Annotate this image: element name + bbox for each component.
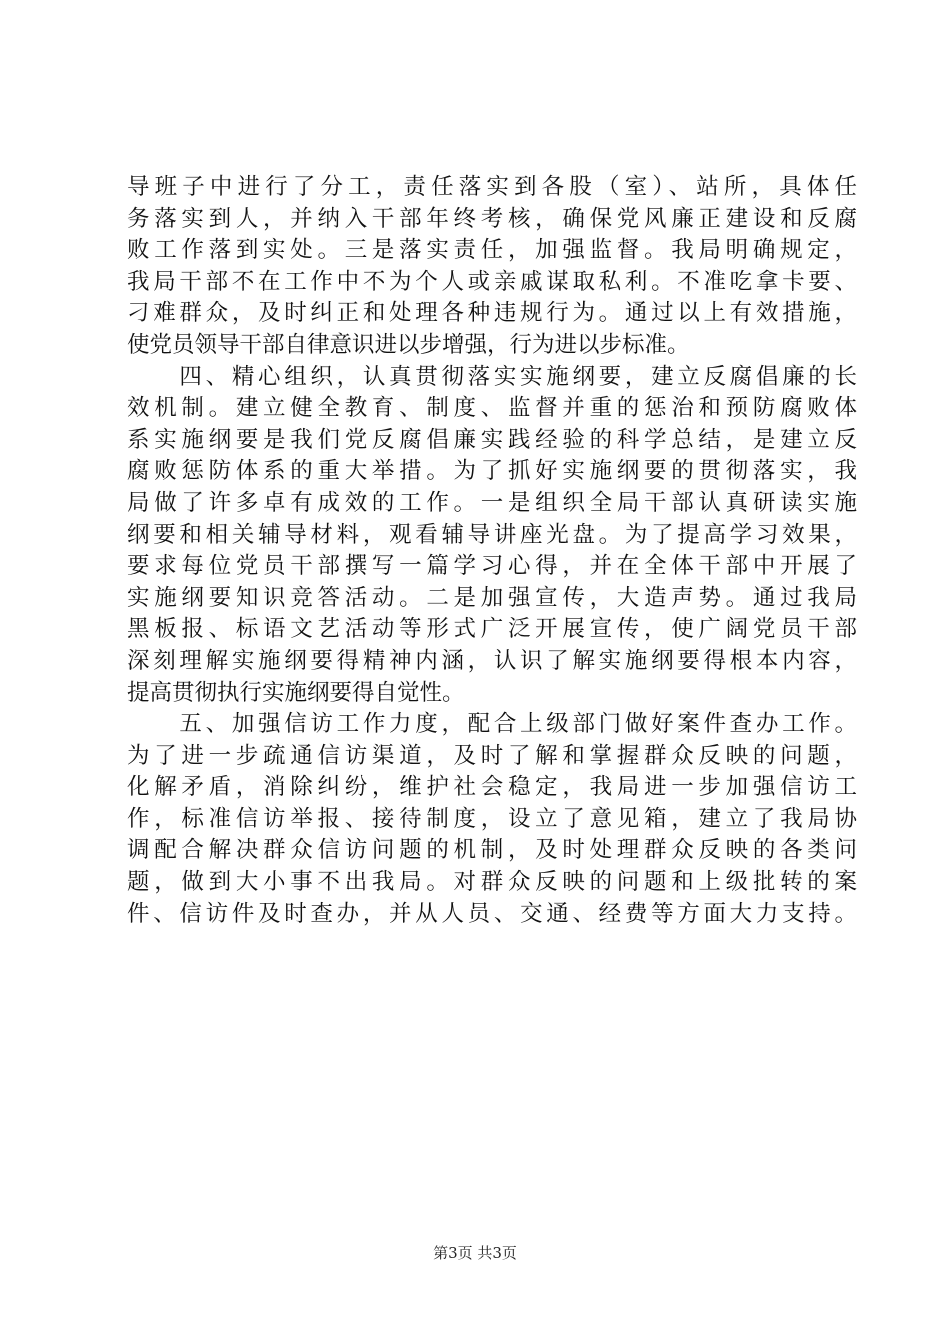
- text-line: 我局干部不在工作中不为个人或亲戚谋取私利。不准吃拿卡要、: [127, 268, 857, 295]
- text-line: 腐败惩防体系的重大举措。为了抓好实施纲要的贯彻落实，我: [127, 458, 857, 485]
- text-line: 导班子中进行了分工，责任落实到各股（室）、站所，具体任: [127, 174, 857, 200]
- text-line: 黑板报、标语文艺活动等形式广泛开展宣传，使广阔党员干部: [127, 616, 857, 643]
- text-line: 五、加强信访工作力度，配合上级部门做好案件查办工作。: [127, 711, 857, 738]
- text-line: 提高贯彻执行实施纲要得自觉性。: [127, 679, 465, 706]
- text-line: 刁难群众，及时纠正和处理各种违规行为。通过以上有效措施，: [127, 300, 857, 327]
- text-line: 调配合解决群众信访问题的机制，及时处理群众反映的各类问: [127, 837, 857, 864]
- text-line: 作，标准信访举报、接待制度，设立了意见箱，建立了我局协: [127, 805, 857, 832]
- text-line: 为了进一步疏通信访渠道，及时了解和掌握群众反映的问题，: [127, 742, 857, 769]
- text-line: 效机制。建立健全教育、制度、监督并重的惩治和预防腐败体: [127, 395, 857, 422]
- text-line: 四、精心组织，认真贯彻落实实施纲要，建立反腐倡廉的长: [127, 363, 857, 390]
- body-text: [127, 172, 857, 930]
- text-line: 务落实到人，并纳入干部年终考核，确保党风廉正建设和反腐: [127, 205, 857, 232]
- text-line: 实施纲要知识竞答活动。二是加强宣传，大造声势。通过我局: [127, 584, 857, 611]
- text-line: 败工作落到实处。三是落实责任，加强监督。我局明确规定，: [127, 237, 857, 264]
- text-line: 局做了许多卓有成效的工作。一是组织全局干部认真研读实施: [127, 489, 857, 516]
- text-line: 件、信访件及时查办，并从人员、交通、经费等方面大力支持。: [127, 900, 857, 927]
- page-footer: 第3页 共3页: [433, 1244, 517, 1262]
- text-line: 要求每位党员干部撰写一篇学习心得，并在全体干部中开展了: [127, 553, 857, 580]
- text-line: 使党员领导干部自律意识进以步增强，行为进以步标准。: [127, 331, 690, 358]
- text-line: 化解矛盾，消除纠纷，维护社会稳定，我局进一步加强信访工: [127, 774, 857, 801]
- text-line: 题，做到大小事不出我局。对群众反映的问题和上级批转的案: [127, 869, 857, 896]
- text-line: 系实施纲要是我们党反腐倡廉实践经验的科学总结，是建立反: [127, 426, 857, 453]
- text-line: 深刻理解实施纲要得精神内涵，认识了解实施纲要得根本内容，: [127, 647, 857, 674]
- text-line: 纲要和相关辅导材料，观看辅导讲座光盘。为了提高学习效果，: [127, 521, 857, 548]
